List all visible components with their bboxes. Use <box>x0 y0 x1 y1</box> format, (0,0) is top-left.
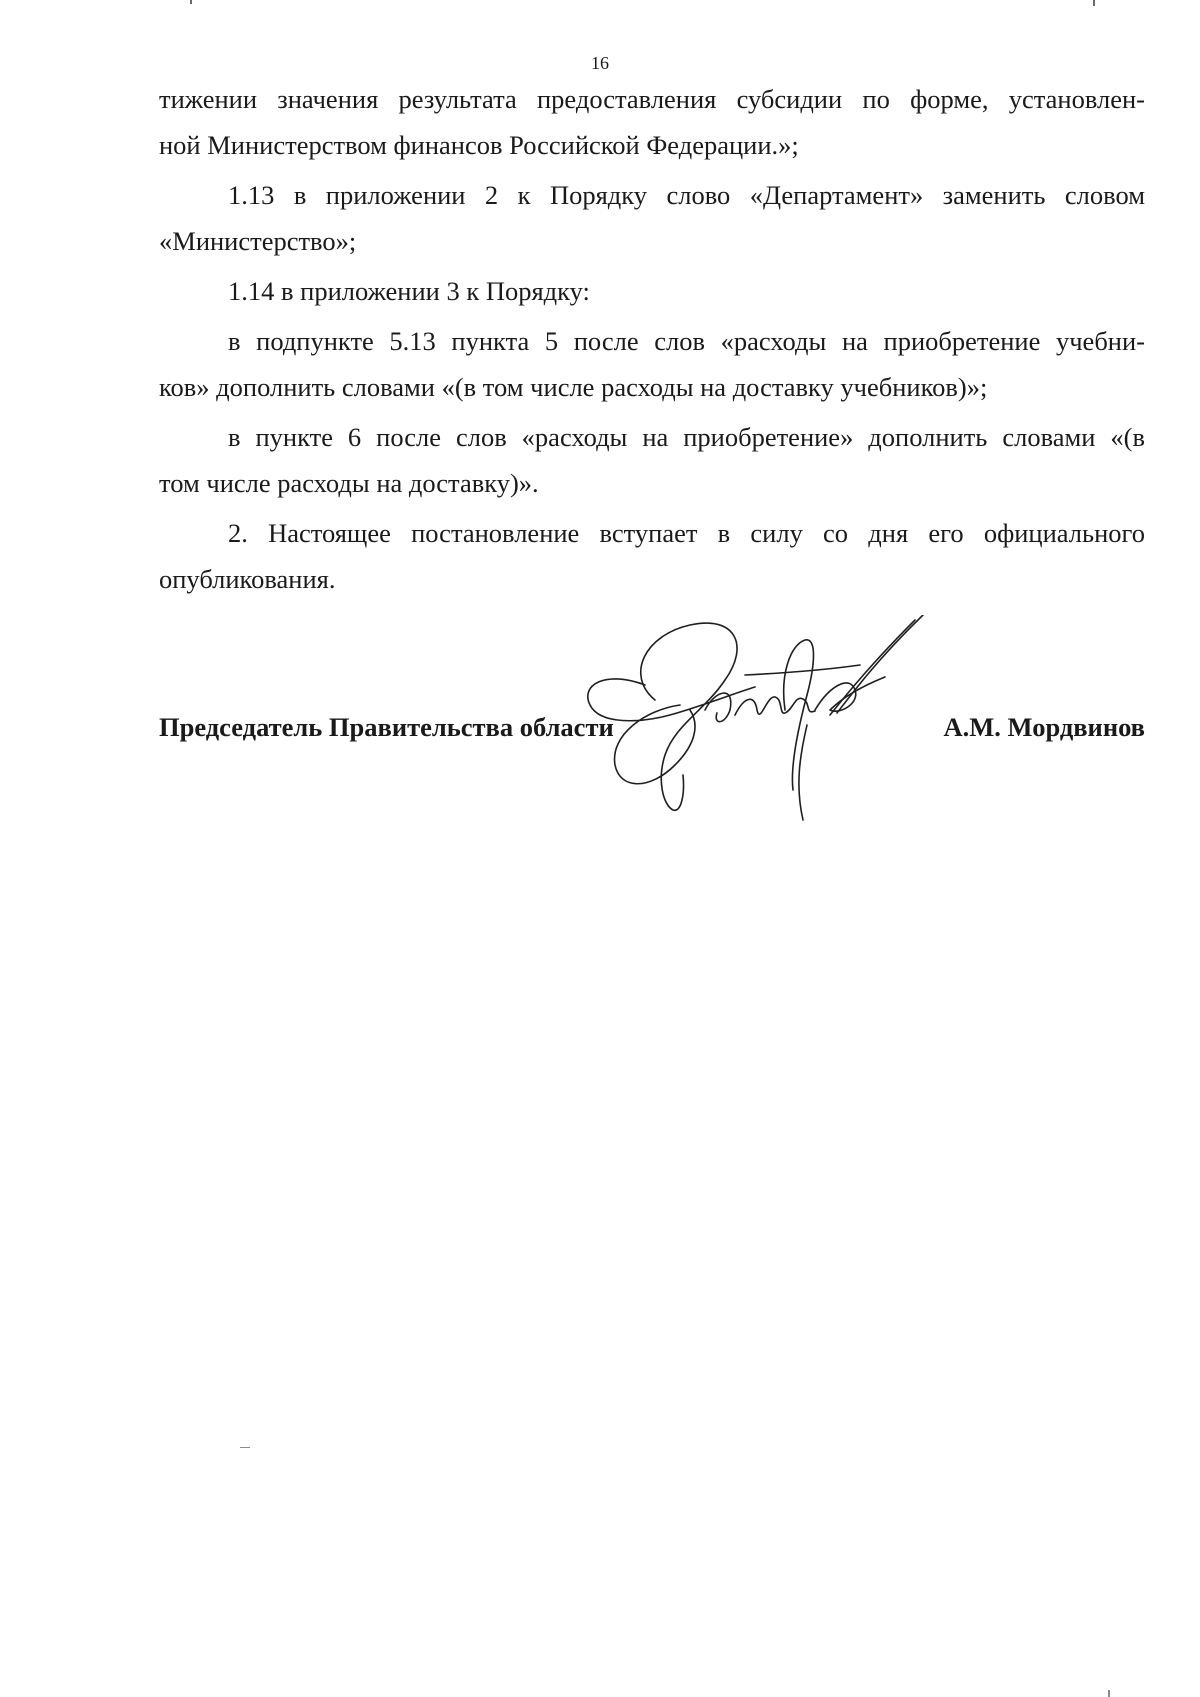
paragraph-line: тижении значения результата предоставления субсидии по форме, установлен- <box>159 84 1145 114</box>
paragraph-line: ной Министерством финансов Российской Федерации.»; <box>159 130 799 160</box>
page-number: 16 <box>591 53 609 73</box>
paragraph-line: том числе расходы на доставку)». <box>159 468 539 498</box>
paragraph-line: 2. Настоящее постановление вступает в силу со дня его официального <box>228 518 1145 548</box>
document-body <box>159 76 1145 602</box>
paragraph-line: 1.13 в приложении 2 к Порядку слово «Департамент» заменить словом <box>228 180 1145 210</box>
scan-edge-mark <box>190 0 192 4</box>
signatory-position: Председатель Правительства области <box>159 712 614 742</box>
handwritten-signature <box>585 615 945 825</box>
paragraph-line: «Министерство»; <box>159 226 357 256</box>
paragraph-line: опубликования. <box>159 564 336 594</box>
scan-speck <box>240 1447 250 1448</box>
scan-speck <box>1108 1690 1110 1697</box>
signatory-name: А.М. Мордвинов <box>943 712 1145 742</box>
paragraph-line: 1.14 в приложении 3 к Порядку: <box>228 276 590 306</box>
paragraph-line: в пункте 6 после слов «расходы на приобретение» дополнить словами «(в <box>228 422 1145 452</box>
paragraph-line: ков» дополнить словами «(в том числе расходы на доставку учебников)»; <box>159 372 988 402</box>
paragraph-line: в подпункте 5.13 пункта 5 после слов «расходы на приобретение учебни- <box>228 326 1145 356</box>
scan-edge-mark <box>1093 0 1095 6</box>
